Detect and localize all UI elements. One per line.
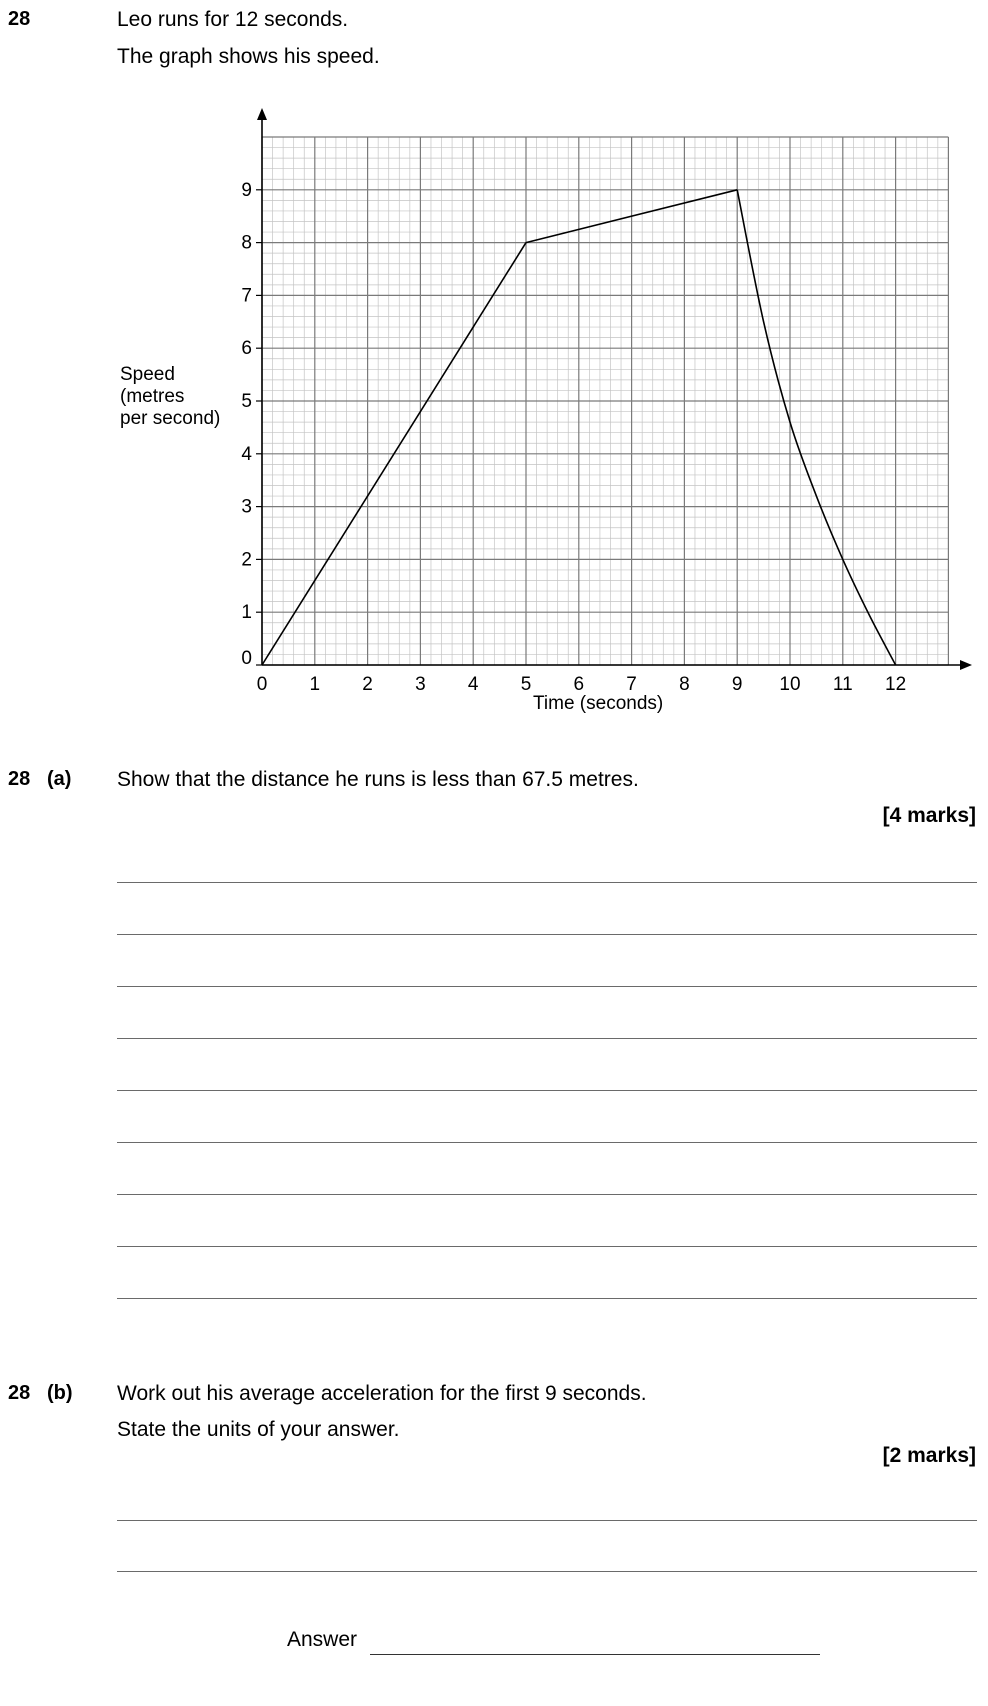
x-tick-label: 1 xyxy=(309,674,321,695)
x-tick-label: 7 xyxy=(626,674,637,695)
y-axis-arrowhead xyxy=(257,108,267,120)
y-tick-label: 9 xyxy=(241,179,252,201)
answer-line[interactable] xyxy=(117,1194,977,1195)
part-b-label: (b) xyxy=(47,1382,73,1404)
y-tick-label: 7 xyxy=(241,285,252,307)
y-tick-label: 3 xyxy=(241,496,252,518)
grid-major-lines xyxy=(262,137,948,665)
y-tick-label: 5 xyxy=(241,391,252,412)
x-tick-label: 8 xyxy=(679,674,690,695)
x-tick-label: 5 xyxy=(520,674,532,695)
y-tick-label: 8 xyxy=(241,232,252,254)
y-axis-label-line-3: per second) xyxy=(120,408,221,429)
answer-label: Answer xyxy=(287,1628,358,1651)
part-b-number: 28 xyxy=(8,1382,31,1404)
question-intro-line-1: Leo runs for 12 seconds. xyxy=(117,8,349,31)
y-axis-label-line-1: Speed xyxy=(120,364,175,385)
x-tick-label: 12 xyxy=(885,674,907,695)
answer-line[interactable] xyxy=(117,986,977,987)
y-tick-label: 2 xyxy=(241,549,252,571)
x-tick-label: 4 xyxy=(467,674,479,695)
y-tick-label: 6 xyxy=(241,338,252,360)
x-tick-label: 6 xyxy=(573,674,585,695)
answer-line[interactable] xyxy=(117,1142,977,1143)
x-tick-label: 2 xyxy=(362,674,373,695)
y-tick-label: 0 xyxy=(241,648,252,669)
y-tick-labels xyxy=(241,180,252,669)
part-a-label: (a) xyxy=(47,768,72,790)
answer-line[interactable] xyxy=(117,1038,977,1039)
x-tick-label: 11 xyxy=(832,674,853,695)
x-tick-label: 0 xyxy=(256,674,268,695)
answer-line[interactable] xyxy=(117,1520,977,1521)
x-tick-labels xyxy=(257,674,906,695)
x-tick-label: 9 xyxy=(731,674,743,695)
part-b-text-line-1: Work out his average acceleration for the first 9 seconds. xyxy=(117,1382,647,1405)
answer-line[interactable] xyxy=(117,1298,977,1299)
x-axis-arrowhead xyxy=(960,660,972,670)
answer-line[interactable] xyxy=(117,1246,977,1247)
part-b-marks: [2 marks] xyxy=(882,1444,976,1467)
graph-axes xyxy=(256,108,972,670)
y-axis-label xyxy=(120,364,220,430)
y-tick-label: 1 xyxy=(241,602,252,624)
x-axis-label: Time (seconds) xyxy=(533,693,664,714)
answer-line[interactable] xyxy=(117,934,977,935)
y-tick-label: 4 xyxy=(241,443,252,465)
answer-line[interactable] xyxy=(117,882,977,883)
final-answer-line[interactable] xyxy=(370,1654,820,1655)
x-tick-label: 10 xyxy=(779,674,801,695)
answer-line[interactable] xyxy=(117,1571,977,1572)
answer-line[interactable] xyxy=(117,1090,977,1091)
question-intro-line-2: The graph shows his speed. xyxy=(117,45,380,68)
y-axis-label-line-2: (metres xyxy=(120,386,185,407)
part-a-text: Show that the distance he runs is less than 67.5 metres. xyxy=(117,768,639,791)
part-a-number: 28 xyxy=(8,768,31,790)
speed-line-segment-3 xyxy=(737,190,895,665)
x-tick-label: 3 xyxy=(415,674,426,695)
part-a-marks: [4 marks] xyxy=(882,804,976,827)
question-number: 28 xyxy=(8,8,31,30)
part-b-text-line-2: State the units of your answer. xyxy=(117,1418,400,1441)
